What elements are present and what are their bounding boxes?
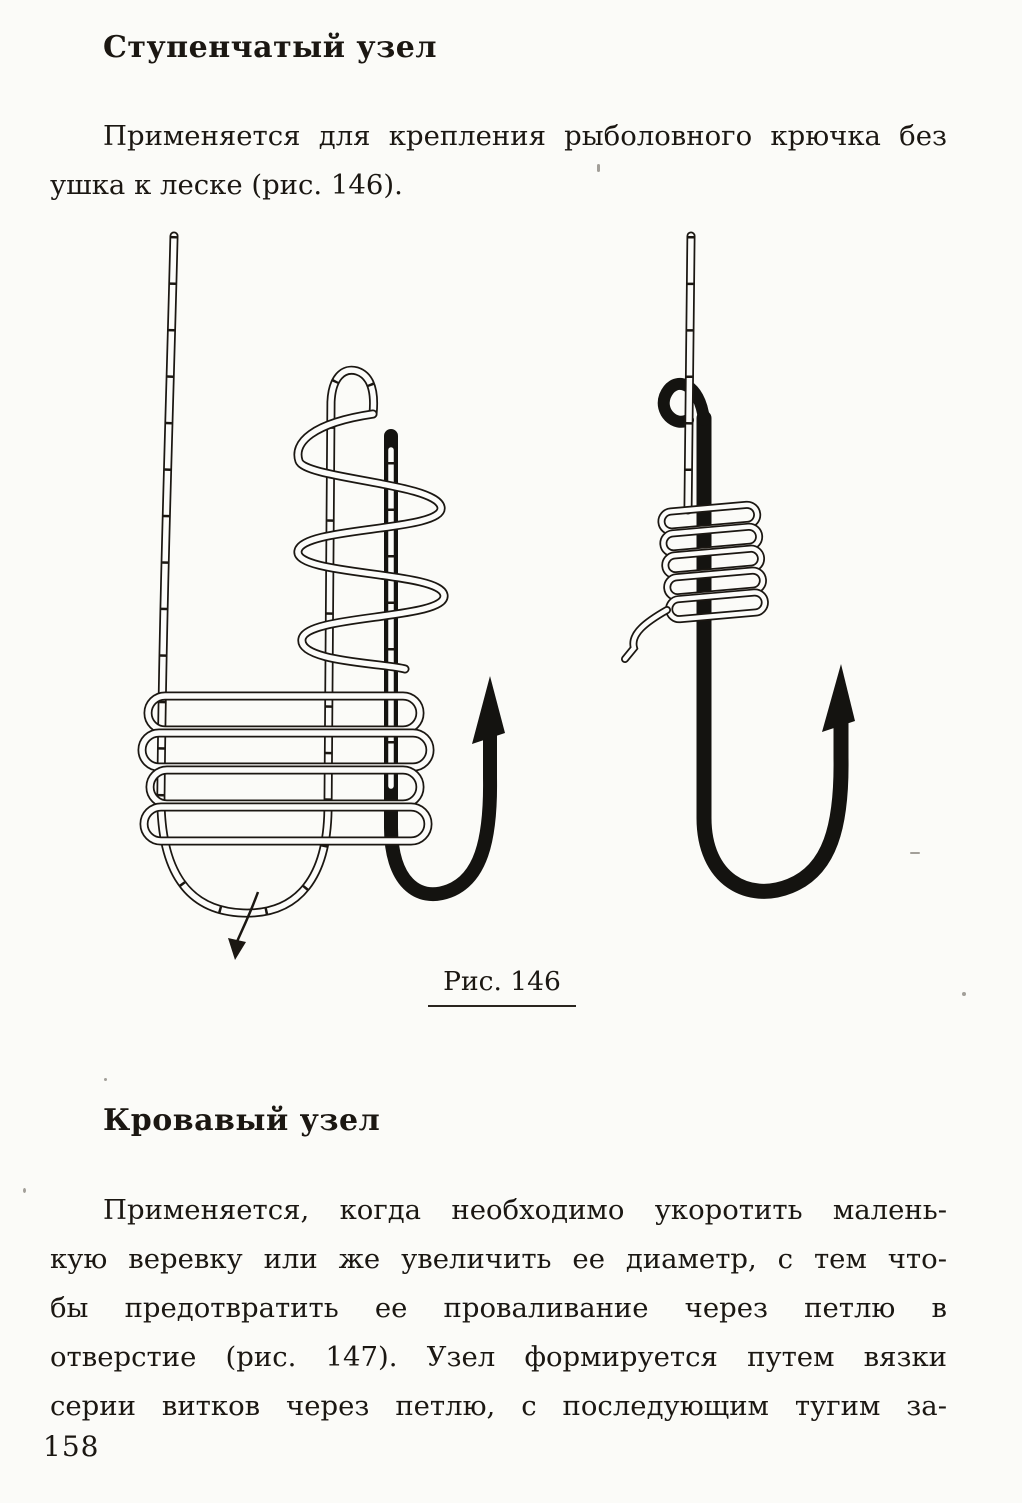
paragraph-line: Применяется для крепления рыболовного крючка без: [103, 120, 947, 152]
paragraph-blood-knot: [50, 1186, 947, 1431]
section-title-step-knot: Ступенчатый узел: [103, 30, 438, 65]
scan-speck: [104, 1078, 107, 1081]
arrow-icon: [228, 938, 246, 960]
scan-speck: [23, 1188, 26, 1193]
section-title-blood-knot: Кровавый узел: [103, 1103, 381, 1138]
paragraph-step-knot: [50, 112, 947, 210]
paragraph-line: отверстие (рис. 147). Узел формируется путем вязки: [50, 1341, 947, 1373]
paragraph-line: кую веревку или же увеличить ее диаметр, с тем что-: [50, 1243, 947, 1275]
right-knot-diagram: [625, 236, 855, 891]
scan-speck: [910, 852, 920, 854]
paragraph-line: ушка к леске (рис. 146).: [50, 169, 403, 201]
paragraph-line: бы предотвратить ее проваливание через петлю в: [50, 1292, 947, 1324]
knot-drawing-svg: [0, 230, 1022, 970]
paragraph-line: Применяется, когда необходимо укоротить малень-: [103, 1194, 947, 1226]
page-number: 158: [43, 1430, 100, 1463]
scan-speck: [962, 992, 966, 996]
arrow-icon: [236, 892, 258, 944]
left-knot-diagram: [142, 236, 505, 960]
figure-146-illustration: [0, 230, 1022, 970]
paragraph-line: серии витков через петлю, с последующим тугим за-: [50, 1390, 947, 1422]
scan-speck: [597, 164, 600, 172]
figure-caption: Рис. 146: [428, 966, 576, 1007]
